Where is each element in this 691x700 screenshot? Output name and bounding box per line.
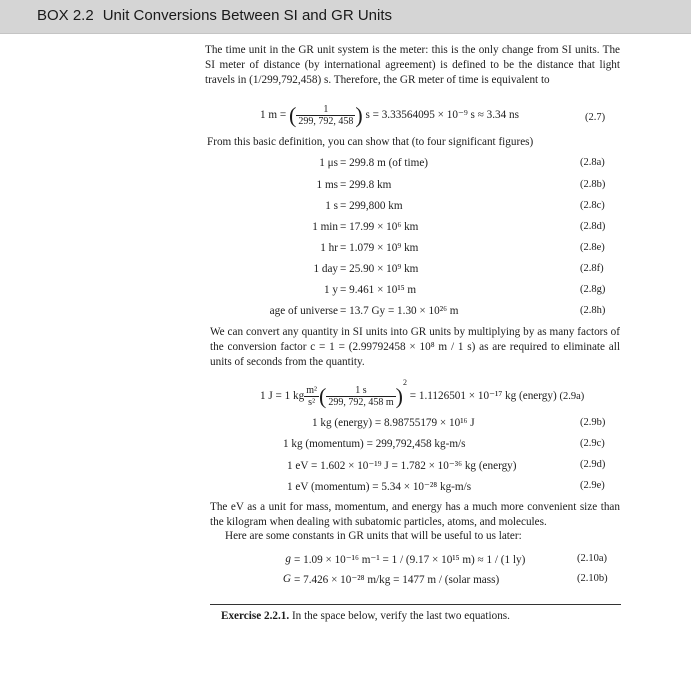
convert-paragraph: We can convert any quantity in SI units into GR units by multiplying by as many factors of the conversion factor c = 1 = (2.99792458 × 10⁸ m / 1 s) as are required to eliminate all units of seconds from the quantity. (210, 326, 620, 369)
eq29b-tag: (2.9b) (580, 417, 606, 428)
eq28d-tag: (2.8d) (580, 221, 606, 232)
eq27-rhs: s = 3.33564095 × 10⁻⁹ s ≈ 3.34 ns (365, 109, 519, 122)
eq28e-rhs: = 1.079 × 10⁹ km (340, 242, 419, 254)
eq28a-lhs: 1 μs (319, 157, 338, 169)
eq28f-rhs: = 25.90 × 10⁹ km (340, 263, 419, 275)
exercise-divider (210, 604, 621, 605)
eq28h-rhs: = 13.7 Gy = 1.30 × 10²⁶ m (340, 305, 459, 317)
eq28g-rhs: = 9.461 × 10¹⁵ m (340, 284, 417, 296)
eq28a-tag: (2.8a) (580, 157, 605, 168)
eq28e-lhs: 1 hr (320, 242, 338, 254)
eq28g-lhs: 1 y (324, 284, 338, 296)
box-number: BOX 2.2 (37, 7, 94, 24)
eq210b-rhs: = 7.426 × 10⁻²⁸ m/kg = 1477 m / (solar mass) (294, 574, 500, 586)
eq29a-frac1-num: m² (306, 384, 318, 396)
eq28b-lhs: 1 ms (316, 179, 338, 191)
eq28c-tag: (2.8c) (580, 200, 605, 211)
exercise-label: Exercise 2.2.1. (221, 610, 290, 622)
eq29a-tag: (2.9a) (559, 391, 585, 402)
eq29c: 1 kg (momentum) = 299,792,458 kg-m/s (283, 438, 466, 450)
eq28d-rhs: = 17.99 × 10⁶ km (340, 221, 419, 233)
from-basic-line: From this basic definition, you can show that (to four significant figures) (207, 136, 534, 148)
eq28a-rhs: = 299.8 m (of time) (340, 157, 429, 169)
constants-line: Here are some constants in GR units that will be useful to us later: (225, 530, 522, 542)
eq29b: 1 kg (energy) = 8.98755179 × 10¹⁶ J (312, 417, 475, 429)
exercise-text: In the space below, verify the last two equations. (291, 610, 510, 622)
eq29d: 1 eV = 1.602 × 10⁻¹⁹ J = 1.782 × 10⁻³⁶ kg (energy) (287, 460, 517, 472)
equation-2-9a (260, 378, 584, 408)
box-title (37, 7, 392, 24)
eq210a-tag: (2.10a) (577, 553, 608, 564)
paren-open: ( (289, 102, 297, 128)
eq28e-tag: (2.8e) (580, 242, 605, 253)
eq28c-lhs: 1 s (325, 200, 338, 212)
eq29e: 1 eV (momentum) = 5.34 × 10⁻²⁸ kg-m/s (287, 481, 472, 493)
eq28d-lhs: 1 min (312, 221, 338, 233)
paren-close: ) (395, 383, 403, 409)
eq28b-tag: (2.8b) (580, 179, 606, 190)
eq28g-tag: (2.8g) (580, 284, 606, 295)
eq29a-frac2-den: 299, 792, 458 m (328, 396, 394, 408)
intro-paragraph: The time unit in the GR unit system is the meter: this is the only change from SI units. The SI meter of distance (by international agreement) is defined to be the distance that light travels in (1/299,792,458) s. Therefore, the GR meter of time is equivalent to (205, 44, 620, 87)
eq210a-rhs: = 1.09 × 10⁻¹⁶ m⁻¹ = 1 / (9.17 × 10¹⁵ m) ≈ 1 / (1 ly) (294, 554, 526, 566)
eq29c-tag: (2.9c) (580, 438, 605, 449)
eq210b-lhs: G (282, 573, 291, 585)
eq29a-exponent: 2 (402, 378, 407, 387)
eq27-frac-den: 299, 792, 458 (298, 116, 354, 127)
eq27-frac-num: 1 (296, 104, 355, 116)
box-title-text: Unit Conversions Between SI and GR Units (102, 7, 393, 24)
eq28c-rhs: = 299,800 km (340, 200, 403, 212)
eq29a-frac1-den: s² (308, 396, 316, 408)
ev-paragraph: The eV as a unit for mass, momentum, and energy has a much more convenient size than the kilogram when dealing with subatomic particles, atoms, and molecules. (210, 501, 620, 529)
eq28b-rhs: = 299.8 km (340, 179, 392, 191)
exercise-2-2-1 (221, 610, 510, 622)
eq29a-frac2-num: 1 s (326, 385, 395, 397)
eq27-tag: (2.7) (585, 112, 606, 123)
eq29a-rhs: = 1.1126501 × 10⁻¹⁷ kg (energy) (409, 390, 557, 402)
eq27-fraction (296, 104, 355, 127)
eq29a-frac1 (304, 385, 319, 408)
eq27-lhs: 1 m = (260, 109, 287, 122)
box-header (0, 0, 691, 34)
eq28h-lhs: age of universe (269, 305, 338, 317)
eq29e-tag: (2.9e) (580, 480, 605, 491)
eq28h-tag: (2.8h) (580, 305, 606, 316)
paren-close: ) (355, 102, 363, 128)
eq29a-lhs: 1 J = 1 kg (260, 390, 305, 402)
eq210a-lhs: g (285, 553, 291, 565)
eq29a-frac2 (326, 385, 395, 408)
eq29d-tag: (2.9d) (580, 459, 606, 470)
eq28f-lhs: 1 day (313, 263, 338, 275)
paren-open: ( (319, 383, 327, 409)
eq28f-tag: (2.8f) (580, 263, 604, 274)
equation-2-7 (260, 104, 519, 127)
eq210b-tag: (2.10b) (577, 573, 608, 584)
